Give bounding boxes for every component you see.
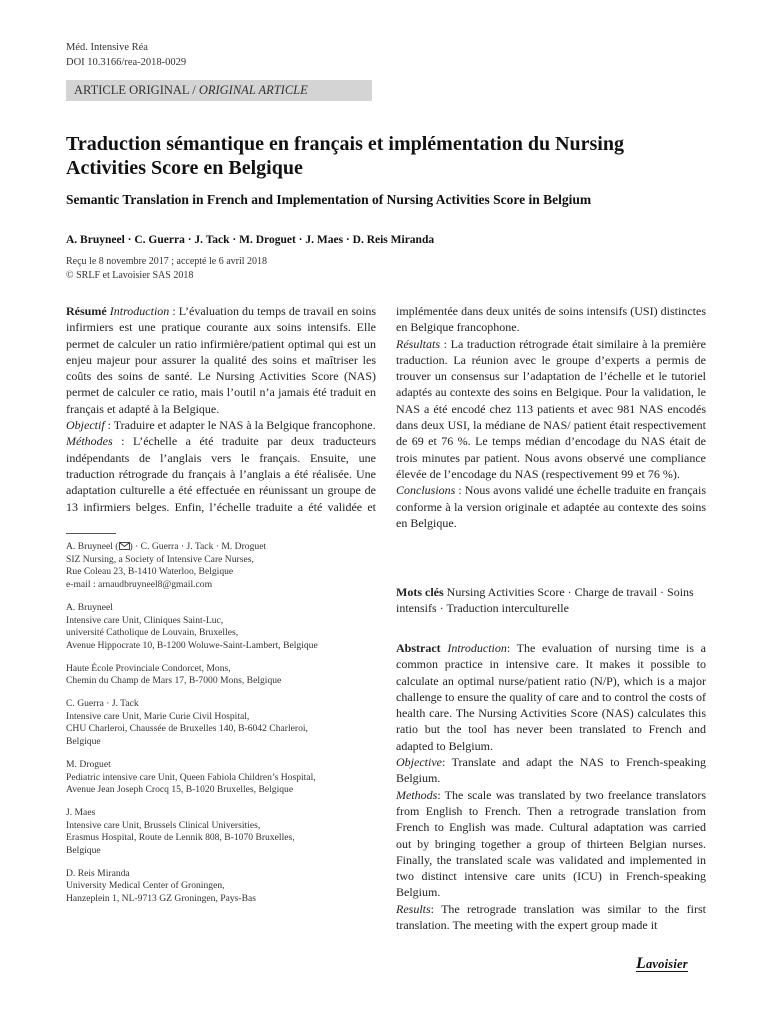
author-email[interactable]: e-mail : arnaudbruyneel8@gmail.com bbox=[66, 579, 213, 591]
resume-intro-label: Introduction bbox=[109, 304, 170, 318]
resume-methodes-cont: implémentée dans deux unités de soins intensifs (USI) distinctes en Belgique francophone. bbox=[396, 303, 706, 335]
abstract-intro: : The evaluation of nursing time is a common practice in intensive care. It makes it possible to calculate an optimal nurse/patient ratio (N/P), which is a major challenge to ensure the quality of care and to control the costs of health care. The Nursing Activities Score (NAS) calculates this ratio but the tool has never been translated to French and adapted to Belgium. bbox=[396, 641, 706, 753]
keywords-label: Mots clés bbox=[396, 585, 444, 599]
footnote-rule bbox=[66, 533, 116, 534]
resume-text bbox=[66, 303, 376, 515]
resume-label: Résumé bbox=[66, 304, 107, 318]
article-type-fr: ARTICLE ORIGINAL bbox=[74, 83, 190, 97]
resume-text bbox=[396, 303, 706, 531]
journal-header bbox=[66, 40, 186, 70]
abstract-label: Abstract bbox=[396, 641, 441, 655]
article-title: Traduction sémantique en français et implémentation du Nursing Activities Score en Belgique bbox=[66, 133, 624, 179]
publisher-logo: Lavoisier bbox=[636, 955, 688, 972]
article-type-banner: ARTICLE ORIGINAL / ORIGINAL ARTICLE bbox=[66, 80, 372, 101]
affiliation-block: M. Droguet Pediatric intensive care Unit, Queen Fabiola Children’s Hospital, Avenue Jean Joseph Crocq 15, B-1020 Bruxelles, Belgique bbox=[66, 758, 316, 796]
resume-methodes-label: Méthodes bbox=[66, 434, 113, 449]
resume-resultats-label-cont: Résultats bbox=[396, 336, 440, 351]
keywords bbox=[396, 584, 706, 617]
resume-right-column bbox=[396, 303, 706, 568]
affiliation-block: A. Bruyneel ( ) · C. Guerra · J. Tack · M. Droguet SIZ Nursing, a Society of Intensive Care Nurses, Rue Coleau 23, B-1410 Waterloo, Belgique e-mail : arnaudbruyneel8@gmail.com bbox=[66, 541, 376, 592]
affiliation-block: J. Maes Intensive care Unit, Brussels Clinical Universities, Erasmus Hospital, Route de Lennik 808, B-1070 Bruxelles, Belgique bbox=[66, 806, 295, 857]
doi[interactable]: DOI 10.3166/rea-2018-0029 bbox=[66, 57, 187, 68]
keywords-text: Nursing Activities Score · Charge de travail · Soins intensifs · Traduction interculturelle bbox=[396, 585, 694, 616]
article-type-en: ORIGINAL ARTICLE bbox=[198, 83, 308, 97]
resume-intro: : L’évaluation du temps de travail en soins infirmiers est une pratique courante aux soins intensifs. Elle permet de calculer un ratio infirmière/patient optimal qui est un enjeu majeur pour assurer la qualité des soins et maîtriser les coûts des soins de santé. Le Nursing Activities Score (NAS) permet de calculer ce ratio, mais l’outil n’a jamais été traduit en français et adapté à la Belgique. bbox=[66, 304, 376, 416]
affiliation-block: D. Reis Miranda University Medical Center of Groningen, Hanzeplein 1, NL-9713 GZ Groningen, Pays-Bas bbox=[66, 867, 256, 905]
affiliation-block: C. Guerra · J. Tack Intensive care Unit, Marie Curie Civil Hospital, CHU Charleroi, Chaussée de Bruxelles 140, B-6042 Charleroi, Belgique bbox=[66, 698, 308, 748]
affiliations bbox=[66, 541, 376, 916]
abstract-results: : The retrograde translation was similar to the first translation. The meeting with the expert group made it bbox=[396, 901, 706, 932]
resume-objectif: : Traduire et adapter le NAS à la Belgique francophone. bbox=[104, 418, 376, 433]
abstract: Abstract Introduction: The evaluation of nursing time is a common practice in intensive care. It makes it possible to calculate an optimal nurse/patient ratio (N/P), which is a major challenge to ensure the quality of care and to control the costs of health care. The Nursing Activities Score (NAS) calculates this ratio but the tool has never been translated to French and adapted to Belgium. Objective: Translate and adapt the NAS to French-speaking Belgium. Methods: The scale was translated by two freelance translators from English to French. Then a retrograde translation from French to English was made. Cultural adaptation was carried out by bringing together a group of thirteen Belgian nurses. Finally, the translated scale was validated and implemented in two distinct intensive care units (ICU) in French-speaking Belgium. Results: The retrograde translation was similar to the first translation. The meeting with the expert group made it bbox=[396, 641, 706, 932]
resume-text-continued bbox=[396, 303, 706, 568]
affiliation-block: Haute École Provinciale Condorcet, Mons, Chemin du Champ de Mars 17, B-7000 Mons, Belgique bbox=[66, 662, 282, 687]
envelope-icon bbox=[119, 542, 130, 550]
article-subtitle: Semantic Translation in French and Implementation of Nursing Activities Score in Belgium bbox=[66, 192, 592, 207]
abstract-objective: : Translate and adapt the NAS to French-speaking Belgium. bbox=[396, 755, 706, 786]
resume-methodes: : L’échelle a été traduite par deux traducteurs indépendants de l’anglais vers le français. Ensuite, une traduction rétrograde du français à l’anglais a été réalisée. Une adaptation culturelle a été effectuée en réunissant un groupe de 13 infirmiers belges. Enfin, l’échelle traduite a été validée et bbox=[66, 434, 376, 514]
resume-left-column bbox=[66, 303, 376, 515]
publication-dates bbox=[66, 255, 267, 283]
resume-conclusions-cont: : Nous avons validé une échelle traduite en français conforme à la version originale et adaptée au contexte des soins en Belgique. bbox=[396, 483, 706, 530]
copyright: © SRLF et Lavoisier SAS 2018 bbox=[66, 270, 194, 281]
affiliation-block: A. Bruyneel Intensive care Unit, Cliniques Saint-Luc, université Catholique de Louvain, Bruxelles, Avenue Hippocrate 10, B-1200 Woluwe-Saint-Lambert, Belgique bbox=[66, 601, 318, 651]
abstract-methods: : The scale was translated by two freelance translators from English to French. Then a retrograde translation from French to English was made. Cultural adaptation was carried out by bringing together a group of thirteen Belgian nurses. Finally, the translated scale was validated and implemented in two distinct intensive care units (ICU) in French-speaking Belgium. bbox=[396, 787, 706, 900]
journal-name: Méd. Intensive Réa bbox=[66, 42, 148, 53]
resume-objectif-label: Objectif bbox=[66, 418, 105, 433]
received-accepted: Reçu le 8 novembre 2017 ; accepté le 6 avril 2018 bbox=[66, 256, 268, 267]
resume-resultats-cont: : La traduction rétrograde était similaire à la première traduction. La réunion avec le groupe d’experts a permis de trouver un consensus sur l’adaptation de l’échelle et le tutoriel adaptés au contexte des soins en Belgique. Pour la validation, le NAS a été encodé chez 113 patients et avec 981 NAS encodés dans deux USI, la médiane de NAS/ patient était respectivement de 69 et 76 %. Le temps médian d’encodage du NAS était de trois minutes par patient. Nous avons observé une compliance élevée de l’encodage du NAS (respectivement 99 et 76 %). bbox=[396, 336, 706, 481]
author-list: A. Bruyneel · C. Guerra · J. Tack · M. Droguet · J. Maes · D. Reis Miranda bbox=[66, 234, 435, 246]
resume-conclusions-label-cont: Conclusions bbox=[396, 483, 456, 498]
